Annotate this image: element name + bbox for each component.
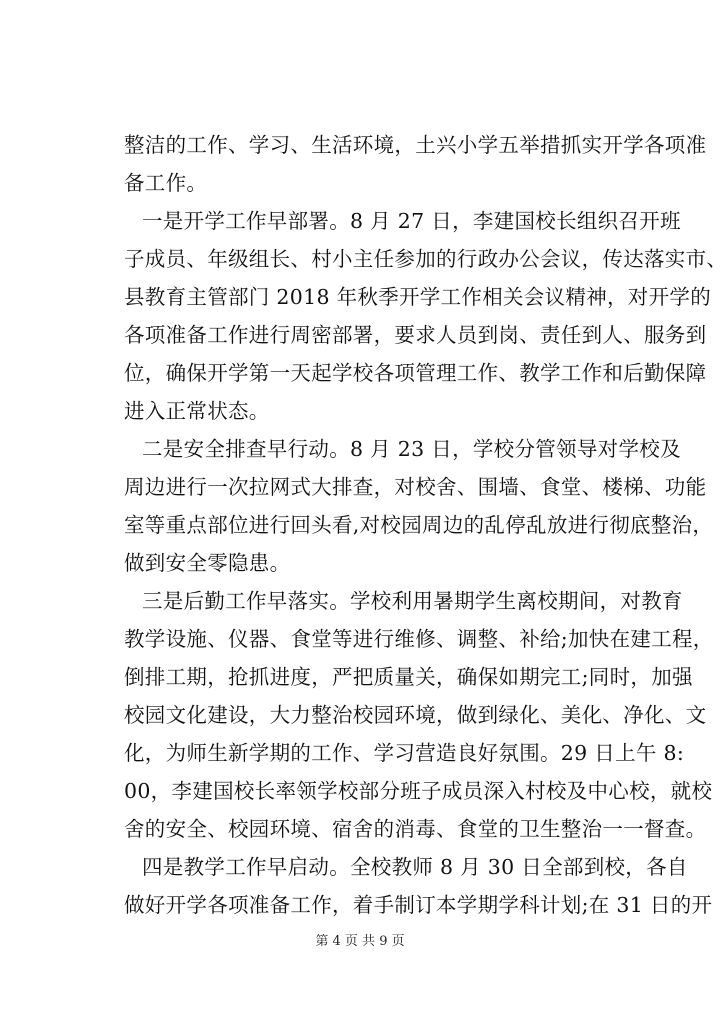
text-line: 化，为师生新学期的工作、学习营造良好氛围。29 日上午 8: <box>124 741 685 765</box>
text-line: 校园文化建设，大力整治校园环境，做到绿化、美化、净化、文 <box>124 703 707 727</box>
body-text <box>124 126 727 924</box>
text-line: 四是教学工作早启动。全校教师 8 月 30 日全部到校，各自 <box>142 855 688 879</box>
text-line: 位，确保开学第一天起学校各项管理工作、教学工作和后勤保障 <box>124 361 707 385</box>
text-line: 进入正常状态。 <box>124 399 270 423</box>
text-line: 各项准备工作进行周密部署，要求人员到岗、责任到人、服务到 <box>124 323 707 347</box>
text-line: 二是安全排查早行动。8 月 23 日，学校分管领导对学校及 <box>142 437 681 461</box>
text-line: 子成员、年级组长、村小主任参加的行政办公会议，传达落实市、 <box>124 247 727 271</box>
text-line: 舍的安全、校园环境、宿舍的消毒、食堂的卫生整治一一督查。 <box>124 817 707 841</box>
text-line: 备工作。 <box>124 171 208 195</box>
text-line: 室等重点部位进行回头看,对校园周边的乱停乱放进行彻底整治， <box>124 513 714 537</box>
text-line: 做好开学各项准备工作，着手制订本学期学科计划;在 31 日的开 <box>124 893 713 917</box>
text-line: 00，李建国校长率领学校部分班子成员深入村校及中心校，就校 <box>124 779 713 803</box>
text-line: 周边进行一次拉网式大排查，对校舍、围墙、食堂、楼梯、功能 <box>124 475 707 499</box>
page-footer: 第 4 页 共 9 页 <box>315 934 405 949</box>
text-line: 整洁的工作、学习、生活环境，土兴小学五举措抓实开学各项准 <box>124 133 707 157</box>
text-line: 教学设施、仪器、食堂等进行维修、调整、补给;加快在建工程， <box>124 627 714 651</box>
text-line: 县教育主管部门 2018 年秋季开学工作相关会议精神，对开学的 <box>124 285 712 309</box>
text-line: 倒排工期，抢抓进度，严把质量关，确保如期完工;同时，加强 <box>124 665 693 689</box>
text-line: 一是开学工作早部署。8 月 27 日，李建国校长组织召开班 <box>142 209 681 233</box>
text-line: 做到安全零隐患。 <box>124 551 291 575</box>
text-line: 三是后勤工作早落实。学校利用暑期学生离校期间，对教育 <box>142 589 683 613</box>
